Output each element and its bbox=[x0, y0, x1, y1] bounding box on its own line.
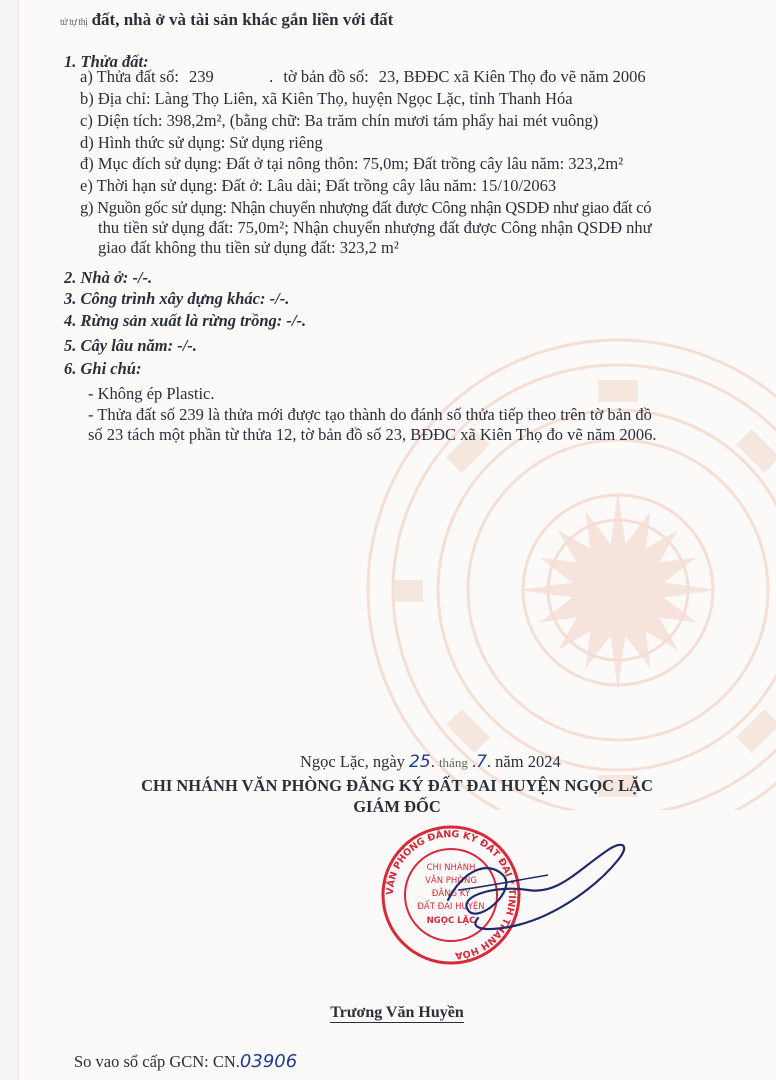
area-row: c) Diện tích: 398,2m², (bằng chữ: Ba trăm chín mươi tám phẩy hai mét vuông) bbox=[80, 111, 599, 130]
seal-line-5: NGỌC LẶC bbox=[426, 916, 476, 926]
map-sheet-label: tờ bản đồ số: bbox=[283, 67, 369, 86]
certificate-page bbox=[18, 0, 776, 1080]
seal-ring-text: VĂN PHÒNG ĐĂNG KÝ ĐẤT ĐAI * TỈNH THANH HÓA bbox=[384, 828, 518, 961]
origin-row-2: thu tiền sử dụng đất: 75,0m²; Nhận chuyển nhượng đất được Công nhận QSDĐ như bbox=[98, 218, 652, 237]
note-1: - Không ép Plastic. bbox=[88, 384, 215, 403]
seal-line-2: VĂN PHÒNG bbox=[425, 876, 477, 886]
parcel-number-row: a) Thửa đất số: 239 . tờ bản đồ số: 23, BĐĐC xã Kiên Thọ đo vẽ năm 2006 bbox=[80, 67, 646, 86]
note-2: - Thửa đất số 239 là thửa mới được tạo thành do đánh số thửa tiếp theo trên tờ bản đồ bbox=[88, 405, 652, 424]
signing-place: Ngọc Lặc, ngày bbox=[300, 752, 405, 771]
section-6-title: 6. Ghi chú: bbox=[64, 359, 142, 378]
gcn-registry-label: So vao sổ cấp GCN: CN. bbox=[74, 1052, 240, 1071]
gcn-registry-number: 03906 bbox=[239, 1051, 298, 1072]
seal-line-3: ĐĂNG KÝ bbox=[431, 889, 471, 899]
seal-line-4: ĐẤT ĐAI HUYỆN bbox=[417, 902, 485, 912]
signing-date: Ngọc Lặc, ngày 25. tháng .7. năm 2024 bbox=[300, 752, 561, 772]
issuing-office: CHI NHÁNH VĂN PHÒNG ĐĂNG KÝ ĐẤT ĐAI HUYỆN NGỌC LẶC bbox=[141, 776, 653, 795]
address-row: b) Địa chỉ: Làng Thọ Liên, xã Kiên Thọ, huyện Ngọc Lặc, tỉnh Thanh Hóa bbox=[80, 89, 573, 108]
note-3: số 23 tách một phần từ thửa 12, tờ bản đồ số 23, BĐĐC xã Kiên Thọ đo vẽ năm 2006. bbox=[88, 425, 657, 444]
usage-term-row: e) Thời hạn sử dụng: Đất ở: Lâu dài; Đất trồng cây lâu năm: 15/10/2063 bbox=[80, 176, 557, 195]
section-1-title: 1. Thửa đất: bbox=[64, 52, 149, 71]
signature-icon bbox=[408, 830, 638, 950]
section-4-forest: 4. Rừng sản xuất là rừng trồng: -/-. bbox=[64, 311, 307, 330]
section-5-perennial: 5. Cây lâu năm: -/-. bbox=[64, 336, 197, 355]
bronze-drum-watermark bbox=[318, 290, 776, 810]
usage-form-row: d) Hình thức sử dụng: Sử dụng riêng bbox=[80, 133, 323, 152]
header-prefix: tứ tự thị bbox=[60, 17, 88, 28]
signing-year: năm 2024 bbox=[495, 752, 561, 771]
seal-line-1: CHI NHÁNH bbox=[426, 863, 476, 873]
page-header bbox=[60, 10, 393, 33]
parcel-number-label: a) Thửa đất số: bbox=[80, 67, 179, 86]
section-3-construction: 3. Công trình xây dựng khác: -/-. bbox=[64, 289, 290, 308]
origin-row-3: giao đất không thu tiền sử dụng đất: 323,2 m² bbox=[98, 238, 399, 257]
signer-position: GIÁM ĐỐC bbox=[353, 797, 441, 816]
signing-day: 25 bbox=[409, 752, 431, 772]
signing-month: 7 bbox=[476, 752, 487, 772]
header-title: đất, nhà ở và tài sản khác gắn liền với đất bbox=[91, 10, 394, 29]
usage-purpose-row: đ) Mục đích sử dụng: Đất ở tại nông thôn: 75,0m; Đất trồng cây lâu năm: 323,2m² bbox=[80, 154, 624, 173]
origin-row-1: g) Nguồn gốc sử dụng: Nhận chuyển nhượng đất được Công nhận QSDĐ như giao đất có bbox=[80, 198, 652, 217]
parcel-number: 239 bbox=[189, 67, 214, 86]
gcn-registry-entry bbox=[74, 1052, 297, 1072]
section-2-house: 2. Nhà ở: -/-. bbox=[64, 268, 153, 287]
signer-name: Trương Văn Huyền bbox=[330, 1004, 464, 1021]
month-label: tháng bbox=[438, 755, 468, 770]
map-sheet-value: 23, BĐĐC xã Kiên Thọ đo vẽ năm 2006 bbox=[378, 67, 646, 86]
